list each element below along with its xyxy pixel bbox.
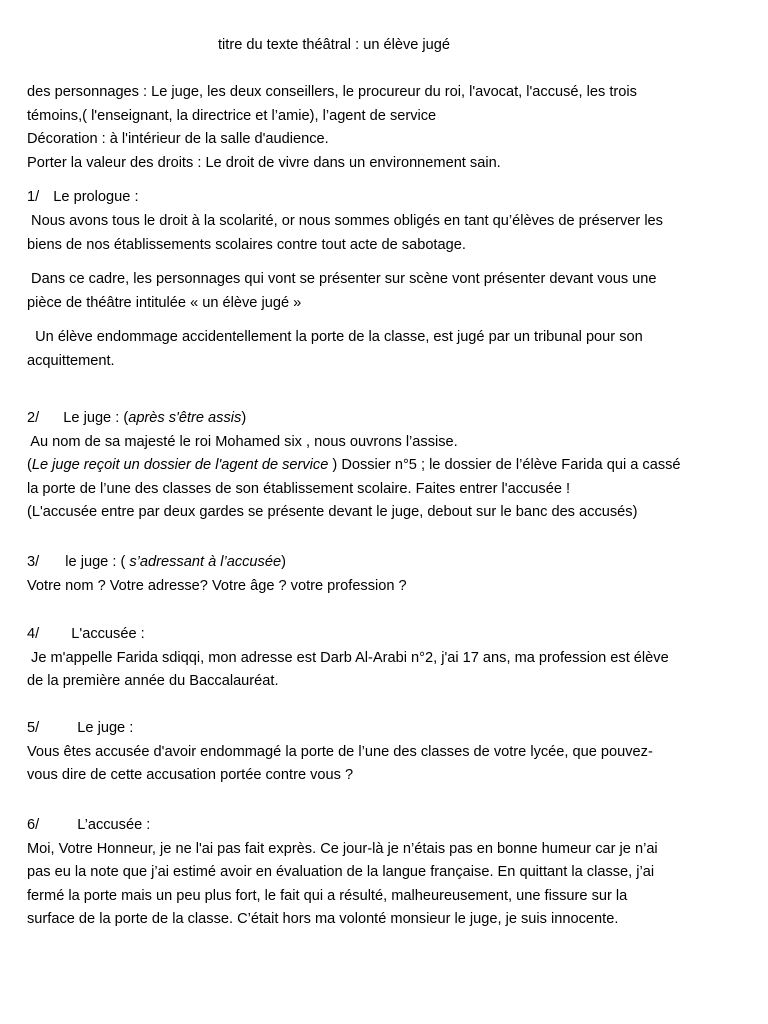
section-6-line-2: pas eu la note que j’ai estimé avoir en évaluation de la langue française. En quittant la classe, j’ai: [27, 864, 655, 880]
section-2-line-2-open: (: [27, 457, 32, 473]
section-4: [27, 623, 739, 694]
value-line: Porter la valeur des droits : Le droit de vivre dans un environnement sain.: [27, 154, 501, 171]
section-6-line-1: Moi, Votre Honneur, je ne l'ai pas fait exprès. Ce jour-là je n’étais pas en bonne humeur car je n’ai: [27, 840, 658, 857]
section-5-number: 5/: [27, 720, 40, 736]
prologue-p3-line-2: acquittement.: [27, 352, 115, 369]
page-title: titre du texte théâtral : un élève jugé: [218, 37, 451, 53]
section-4-number: 4/: [27, 626, 40, 642]
section-4-line-2: de la première année du Baccalauréat.: [27, 673, 279, 689]
prologue-p3-line-1: Un élève endommage accidentellement la porte de la classe, est jugé par un tribunal pour son: [27, 329, 643, 345]
section-2-line-1: Au nom de sa majesté le roi Mohamed six , nous ouvrons l’assise.: [27, 433, 458, 450]
section-3: [27, 551, 739, 598]
prologue-p2-line-1: Dans ce cadre, les personnages qui vont se présenter sur scène vont présenter devant vous une: [27, 271, 657, 287]
section-4-speaker: L'accusée :: [71, 626, 145, 642]
prologue-p1-line-1: Nous avons tous le droit à la scolarité, or nous sommes obligés en tant qu’élèves de préserver les: [27, 213, 663, 229]
section-6-number: 6/: [27, 817, 40, 833]
prologue-paragraph-3: [27, 326, 739, 373]
section-2-speaker: Le juge : (: [63, 410, 129, 426]
section-2-line-4: (L'accusée entre par deux gardes se présente devant le juge, debout sur le banc des accusés): [27, 504, 638, 520]
section-5-speaker: Le juge :: [77, 720, 134, 736]
prologue-p2-line-2: pièce de théâtre intitulée « un élève jugé »: [27, 294, 302, 311]
prologue-paragraph-2: [27, 268, 739, 315]
section-4-line-1: Je m'appelle Farida sdiqqi, mon adresse est Darb Al-Arabi n°2, j'ai 17 ans, ma profession est élève: [27, 649, 669, 666]
section-3-number: 3/: [27, 554, 40, 570]
section-2-line-2-stage: Le juge reçoit un dossier de l'agent de service: [31, 457, 329, 473]
section-3-close: ): [281, 554, 286, 570]
section-1-title: Le prologue :: [53, 189, 139, 205]
section-6-speaker: L’accusée :: [77, 817, 151, 833]
intro-block: [27, 81, 739, 175]
section-1-number: 1/: [27, 189, 40, 205]
section-5: [27, 717, 739, 788]
decoration-line: Décoration : à l'intérieur de la salle d'audience.: [27, 131, 329, 147]
prologue-paragraph-1: [27, 210, 739, 257]
section-2: [27, 407, 739, 525]
characters-line-1: des personnages : Le juge, les deux conseillers, le procureur du roi, l'avocat, l'accusé, les trois: [27, 84, 637, 100]
section-3-stage-direction: s’adressant à l’accusée: [125, 554, 282, 570]
section-1-heading: [27, 186, 739, 210]
section-5-line-1: Vous êtes accusée d'avoir endommagé la porte de l’une des classes de votre lycée, que pouvez-: [27, 743, 653, 760]
section-2-line-3: la porte de l’une des classes de son établissement scolaire. Faites entrer l'accusée !: [27, 480, 571, 497]
section-3-line-1: Votre nom ? Votre adresse? Votre âge ? votre profession ?: [27, 577, 407, 594]
section-6: [27, 814, 739, 932]
prologue-p1-line-2: biens de nos établissements scolaires contre tout acte de sabotage.: [27, 236, 466, 253]
section-3-speaker: le juge : (: [65, 554, 126, 570]
section-2-close: ): [241, 410, 247, 426]
section-2-line-2-rest: ) Dossier n°5 ; le dossier de l’élève Farida qui a cassé: [328, 457, 681, 473]
section-2-stage-direction: après s'être assis: [128, 410, 242, 426]
characters-line-2: témoins,( l'enseignant, la directrice et l’amie), l’agent de service: [27, 107, 437, 124]
section-6-line-3: fermé la porte mais un peu plus fort, le fait qui a résulté, malheureusement, une fissure sur la: [27, 887, 628, 904]
section-5-line-2: vous dire de cette accusation portée contre vous ?: [27, 767, 354, 783]
section-6-line-4: surface de la porte de la classe. C’était hors ma volonté monsieur le juge, je suis innocente.: [27, 911, 619, 927]
section-2-number: 2/: [27, 410, 40, 426]
